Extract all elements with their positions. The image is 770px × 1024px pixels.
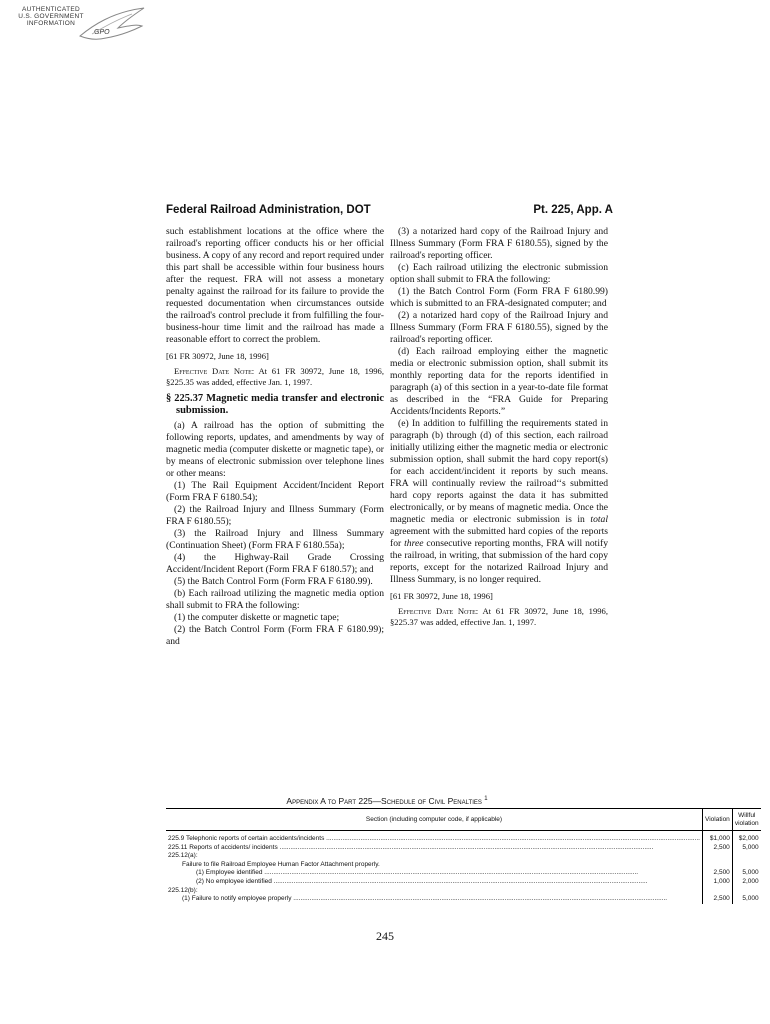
violation-amount: [702, 861, 732, 870]
violation-amount: 2,500: [702, 869, 732, 878]
right-column: [390, 226, 608, 633]
willful-violation-amount: 5,000: [732, 869, 760, 878]
penalty-section-cell: [166, 852, 702, 861]
text-run: (e) In addition to fulfilling the requirements stated in paragraph (b) through (d) of this section, each railroad initially utilizing either the magnetic media or electronic submission option, shall submit the hard copy report(s) for each accident/incident it reports by such means. FRA will continually review the railroad‘‘s submitted hard copy reports against the data it has submitted electronically, or by means of magnetic media. Once the magnetic media or electronic submission is in: [390, 418, 608, 525]
citation: [61 FR 30972, June 18, 1996]: [166, 351, 269, 361]
stamp-gpo: GPO: [94, 29, 110, 36]
column-header-section: Section (including computer code, if applicable): [166, 809, 702, 831]
column-header-violation: Violation: [702, 809, 732, 831]
violation-amount: 2,500: [702, 895, 732, 904]
column-header-willful: Willful violation: [732, 809, 760, 831]
table-header-row: [166, 809, 761, 831]
paragraph: [390, 418, 608, 586]
violation-amount: 2,500: [702, 844, 732, 853]
violation-amount: [702, 852, 732, 861]
penalty-section-text: 225.12(b):: [168, 886, 198, 894]
effective-date-note: [390, 606, 608, 627]
note-text: At 61 FR 30972, June 18, 1996, §225.37 was added, effective Jan. 1, 1997.: [390, 606, 608, 627]
penalty-section-text: (1) Employee identified .....: [168, 869, 700, 878]
emphasis: total: [590, 514, 608, 525]
paragraph: (2) the Railroad Injury and Illness Summary (Form FRA F 6180.55);: [166, 504, 384, 527]
left-column: [166, 226, 384, 648]
civil-penalties-table: [166, 808, 761, 904]
willful-violation-amount: [732, 852, 760, 861]
table-row: [166, 831, 761, 844]
appendix-title: [166, 796, 608, 806]
eagle-seal-icon: [72, 6, 152, 50]
willful-violation-amount: [732, 861, 760, 870]
violation-amount: 1,000: [702, 878, 732, 887]
willful-violation-amount: 5,000: [732, 895, 760, 904]
text-run: agreement with the submitted hard copies of the reports for: [390, 526, 608, 549]
table-body: [166, 831, 761, 904]
willful-violation-amount: 5,000: [732, 844, 760, 853]
penalty-section-text: 225.12(a):: [168, 852, 198, 860]
paragraph: (3) a notarized hard copy of the Railroad Injury and Illness Summary (Form FRA F 6180.55), signed by the railroad's reporting officer.: [390, 226, 608, 261]
penalty-section-cell: [166, 869, 702, 878]
authentication-stamp: [12, 6, 142, 50]
penalty-section-cell: [166, 878, 702, 887]
table-row: [166, 844, 761, 853]
paragraph: such establishment locations at the office where the railroad's reporting officer conducts his or her official business. A copy of any record and report required under this part shall be accessible within four business hours after the request. FRA will not assess a monetary penalty against the railroad for its failure to provide the requested documentation when circumstances outside the railroad's control preclude it from fulfilling the four-business-hour time limit and the railroad has made a reasonable effort to correct the problem.: [166, 226, 384, 345]
penalty-section-cell: [166, 887, 702, 896]
stamp-line: U.S. GOVERNMENT: [18, 13, 84, 21]
note-label: Effective Date Note:: [398, 606, 479, 616]
penalty-section-text: 225.11 Reports of accidents/ incidents .....: [168, 844, 700, 853]
penalty-section-text: (1) Failure to notify employee properly .....: [168, 895, 700, 904]
penalty-section-text: Failure to file Railroad Employee Human Factor Attachment properly.: [182, 860, 380, 868]
penalty-section-cell: [166, 831, 702, 844]
table-row: [166, 869, 761, 878]
penalty-section-cell: [166, 844, 702, 853]
table-row: [166, 861, 761, 870]
table-row: [166, 895, 761, 904]
willful-violation-amount: 2,000: [732, 878, 760, 887]
footnote-mark: 1: [484, 796, 488, 803]
table-row: [166, 887, 761, 896]
paragraph: (3) the Railroad Injury and Illness Summary (Continuation Sheet) (Form FRA F 6180.55a);: [166, 528, 384, 551]
paragraph: (1) the computer diskette or magnetic tape;: [174, 612, 340, 623]
appendix-title-text: Appendix A to Part 225—Schedule of Civil Penalties: [286, 796, 482, 806]
section-heading: § 225.37 Magnetic media transfer and electronic submission.: [166, 393, 384, 416]
paragraph: (a) A railroad has the option of submitting the following reports, updates, and amendments by way of magnetic media (computer diskette or magnetic tape), or by means of electronic submission over telephone lines or other means:: [166, 420, 384, 479]
paragraph: (d) Each railroad employing either the magnetic media or electronic submission option, shall submit its monthly reporting data for the reports identified in paragraph (a) of this section in a year-to-date file format as described in the “FRA Guide for Preparing Accidents/Incidents Reports.”: [390, 346, 608, 417]
emphasis: three: [404, 538, 424, 549]
willful-violation-amount: [732, 887, 760, 896]
running-header-left: Federal Railroad Administration, DOT: [166, 204, 371, 216]
paragraph: (5) the Batch Control Form (Form FRA F 6180.99).: [174, 576, 373, 587]
running-header-right: Pt. 225, App. A: [533, 204, 613, 216]
table-row: [166, 878, 761, 887]
paragraph: (2) the Batch Control Form (Form FRA F 6180.99); and: [166, 624, 384, 647]
paragraph: (2) a notarized hard copy of the Railroad Injury and Illness Summary (Form FRA F 6180.55), signed by the railroad's reporting officer.: [390, 310, 608, 345]
violation-amount: $1,000: [702, 831, 732, 844]
stamp-line: INFORMATION: [26, 20, 76, 28]
paragraph: (1) the Batch Control Form (Form FRA F 6180.99) which is submitted to an FRA-designated computer; and: [390, 286, 608, 309]
table-row: [166, 852, 761, 861]
paragraph: (c) Each railroad utilizing the electronic submission option shall submit to FRA the following:: [390, 262, 608, 285]
citation: [61 FR 30972, June 18, 1996]: [390, 591, 493, 601]
penalty-section-text: (2) No employee identified .....: [168, 878, 700, 887]
paragraph: (1) The Rail Equipment Accident/Incident Report (Form FRA F 6180.54);: [166, 480, 384, 503]
willful-violation-amount: $2,000: [732, 831, 760, 844]
note-label: Effective Date Note:: [174, 366, 255, 376]
stamp-line: AUTHENTICATED: [22, 6, 80, 13]
penalty-section-text: 225.9 Telephonic reports of certain accidents/incidents .....: [168, 835, 700, 844]
effective-date-note: [166, 366, 384, 387]
penalty-section-cell: [166, 861, 702, 870]
violation-amount: [702, 887, 732, 896]
paragraph: (b) Each railroad utilizing the magnetic media option shall submit to FRA the following:: [166, 588, 384, 611]
text-run: consecutive reporting months, FRA will notify the railroad, in writing, that submission of the hard copy reports, except for the notarized Railroad Injury and Illness Summary, is no longer required.: [390, 538, 609, 585]
penalty-section-cell: [166, 895, 702, 904]
note-text: At 61 FR 30972, June 18, 1996, §225.35 was added, effective Jan. 1, 1997.: [166, 366, 384, 387]
page-number: 245: [376, 929, 394, 943]
paragraph: (4) the Highway-Rail Grade Crossing Accident/Incident Report (Form FRA F 6180.57); and: [166, 552, 384, 575]
